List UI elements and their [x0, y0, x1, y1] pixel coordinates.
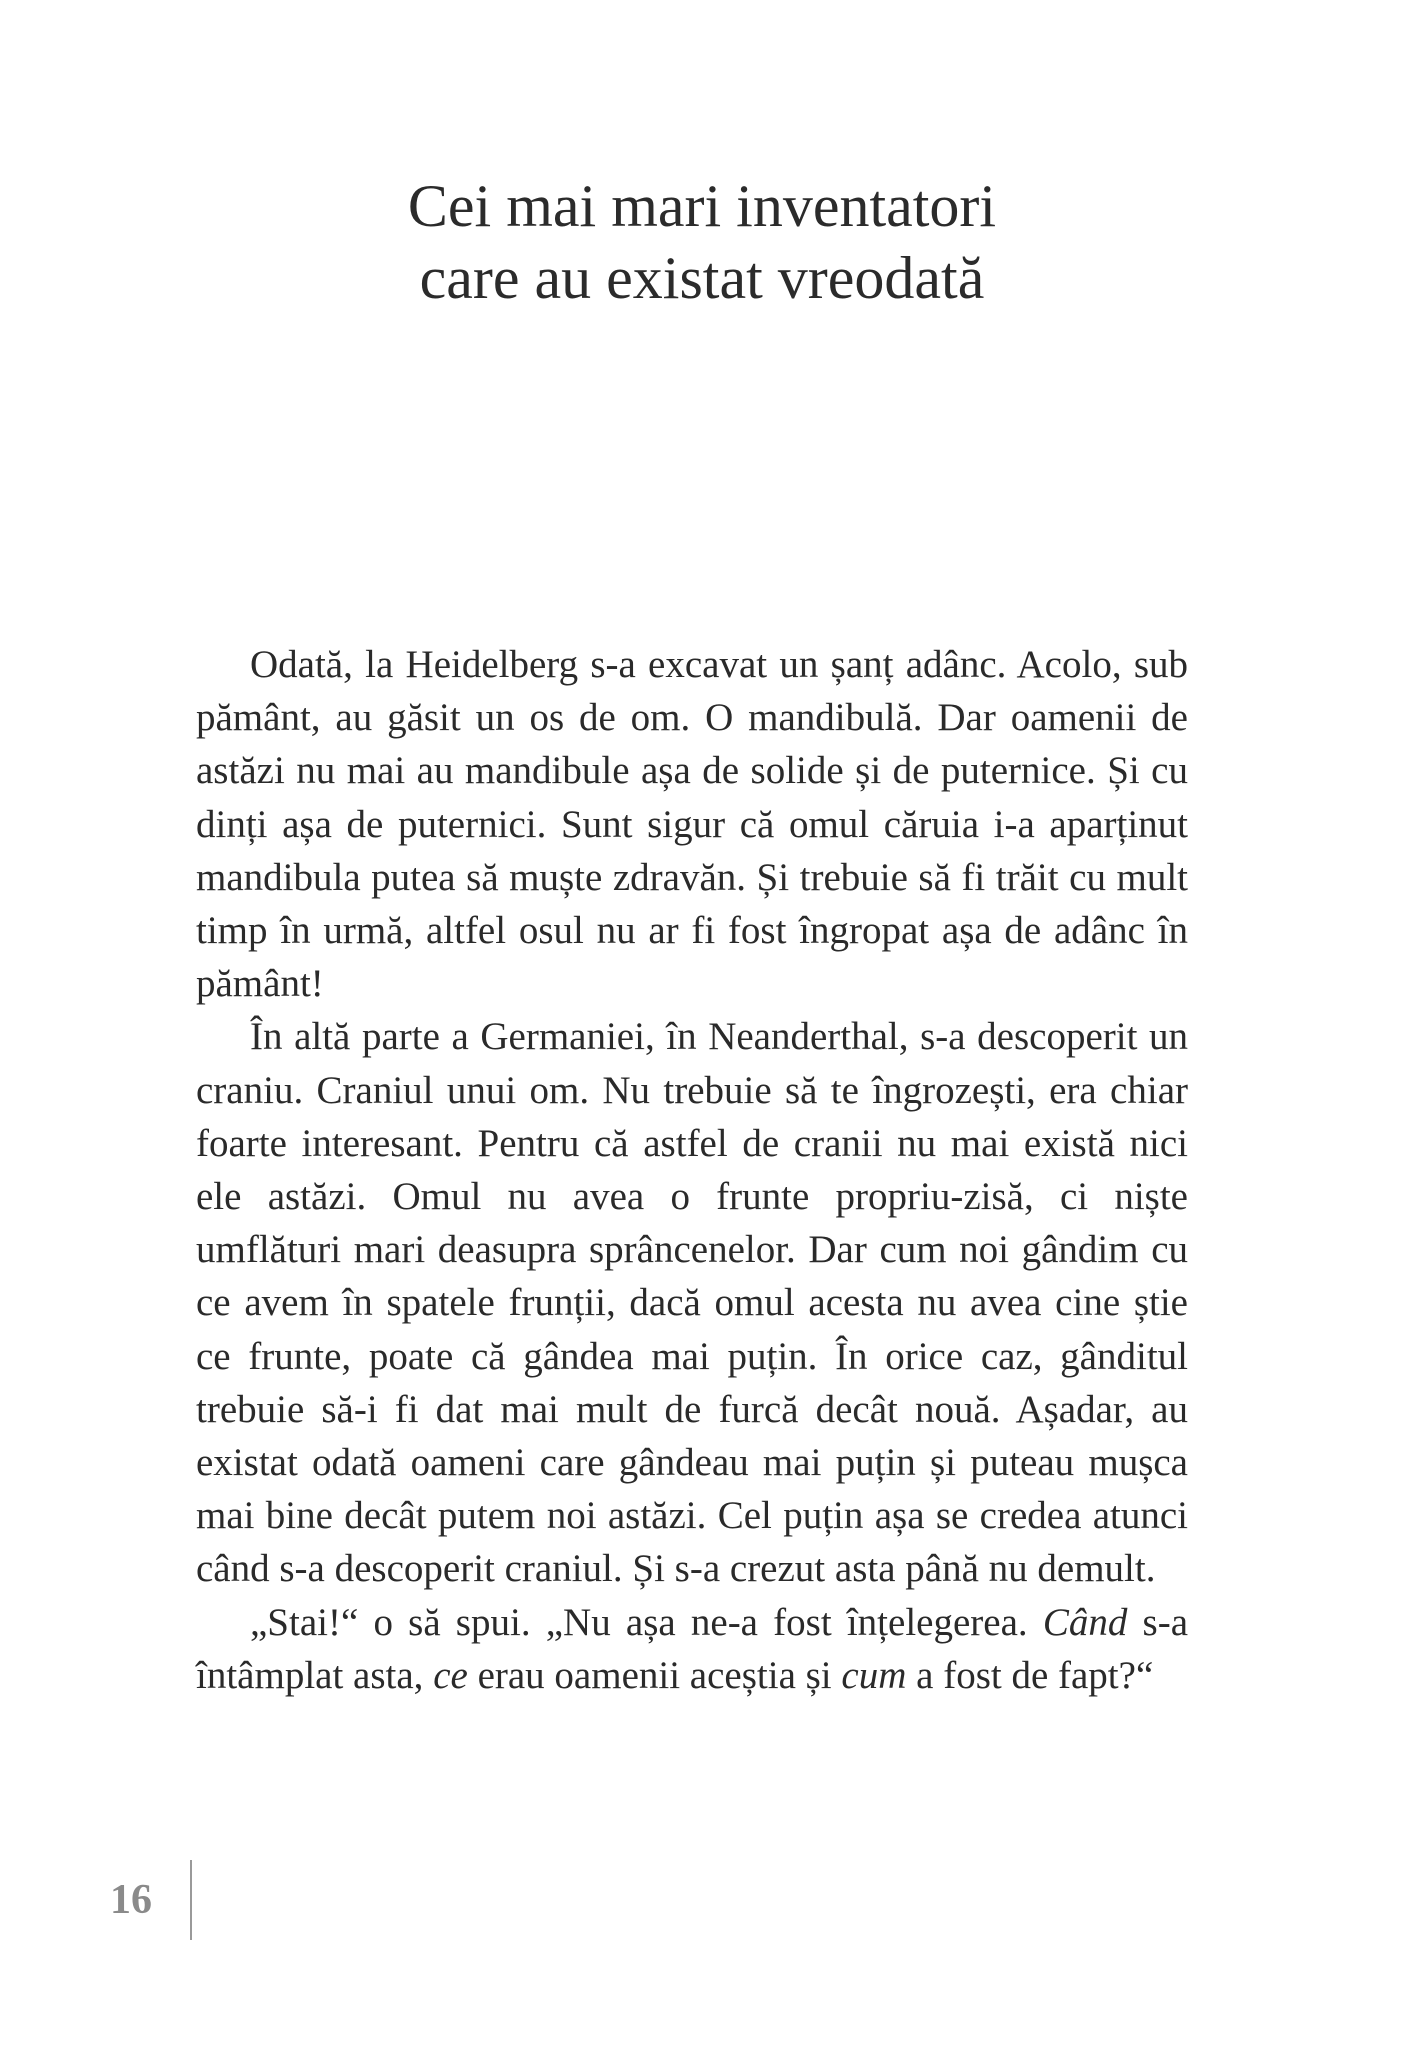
paragraph-1: Odată, la Heidelberg s-a excavat un șanț adânc. Acolo, sub pământ, au găsit un os de om. O mandibulă. Dar oamenii de astăzi nu mai au mandibule așa de solide și de puternice. Și cu dinți așa de puternici. Sunt sigur că omul căruia i-a aparținut mandibula putea să muște zdravăn. Și trebuie să fi trăit cu mult timp în urmă, altfel osul nu ar fi fost îngropat așa de adânc în pământ! — [196, 643, 1188, 1006]
paragraph-3-emphasis-2: ce — [433, 1653, 468, 1697]
paragraph-2: În altă parte a Germaniei, în Neanderthal, s-a descoperit un craniu. Craniul unui om. Nu trebuie să te îngrozești, era chiar foarte interesant. Pentru că astfel de cranii nu mai există nici ele astăzi. Omul nu avea o frunte propriu-zisă, ci niște umflături mari deasupra sprâncenelor. Dar cum noi gândim cu ce avem în spatele frunții, dacă omul acesta nu avea cine știe ce frunte, poate că gândea mai puțin. În orice caz, gânditul trebuie să-i fi dat mai mult de furcă decât nouă. Așadar, au existat odată oameni care gândeau mai puțin și puteau mușca mai bine decât putem noi astăzi. Cel puțin așa se credea atunci când s-a descoperit craniul. Și s-a crezut asta până nu demult. — [196, 1015, 1188, 1591]
page-divider — [190, 1860, 192, 1940]
paragraph-3-part-4: a fost de fapt?“ — [906, 1653, 1154, 1697]
chapter-title-line-1: Cei mai mari inventatori — [407, 173, 997, 239]
paragraph-3-part-3: erau oamenii aceștia și — [467, 1653, 842, 1697]
paragraph-3-emphasis-3: cum — [841, 1653, 907, 1697]
paragraph-3 — [196, 1596, 1188, 1702]
page-number: 16 — [110, 1877, 152, 1923]
body-text — [196, 638, 1188, 1702]
chapter-title — [0, 170, 1404, 314]
paragraph-3-part-1: „Stai!“ o să spui. „Nu așa ne-a fost înțelegerea. — [250, 1600, 1043, 1644]
paragraph-3-part-2: s-a întâmplat asta, — [196, 1600, 1188, 1697]
chapter-title-line-2: care au existat vreodată — [419, 245, 985, 311]
paragraph-3-emphasis-1: Când — [1042, 1600, 1128, 1644]
